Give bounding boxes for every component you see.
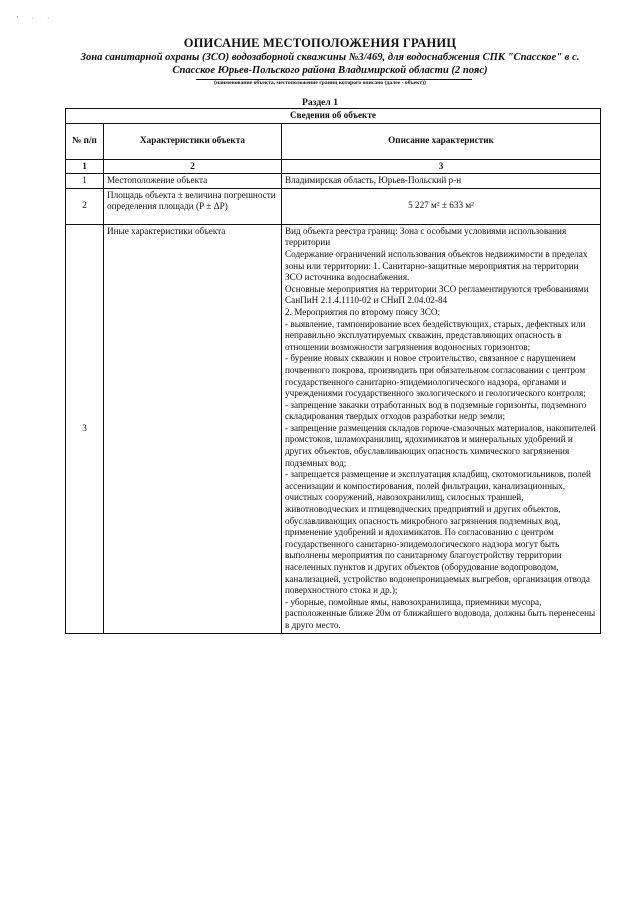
description-paragraph: - выявление, тампонирование всех бездействующих, старых, дефектных или неправильно эксплуатируемых скважин, представляющих опасность в отношении возможности загрязнения водоносных горизонтов; (285, 318, 586, 352)
object-caption: (наименование объекта, местоположение границ которого описано (далее - объект)) (214, 80, 426, 86)
description-paragraph: - запрещается размещение и эксплуатация кладбищ, скотомогильников, полей ассенизации и компостирования, полей фильтрации, канализационных, очистных сооружений, навозохранилищ, силосных траншей, животноводческих и птицеводческих предприятий и других объектов, обуславливающих опасность микробного загрязнения подземных вод, применение удобрений и ядохимикатов. По согласованию с центром государственного санитарно-эпидемологического надзора могут быть выполнены мероприятия по санитарному благоустройству территории населенных пунктов и других объектов (оборудование водопроводом, канализацией, устройство водонепроницаемых выгребов, организация отвода поверхностного стока и др.); (285, 469, 591, 596)
row-number: 1 (66, 174, 104, 189)
column-number-2: 2 (104, 159, 282, 174)
description-paragraph: - запрещение размещения складов горюче-смазочных материалов, накопителей промстоков, шламохранилищ, ядохимикатов и минеральных удобрений и других объектов, обуславливающих опасность химического загрязнения подземных вод; (285, 422, 596, 468)
column-number-3: 3 (282, 159, 601, 174)
description-paragraph: Вид объекта реестра границ: Зона с особыми условиями использования территории (285, 225, 567, 248)
row-number: 2 (66, 188, 104, 224)
object-info-table (65, 108, 601, 634)
header-description: Описание характеристик (282, 123, 601, 159)
document-title: ОПИСАНИЕ МЕСТОПОЛОЖЕНИЯ ГРАНИЦ (183, 36, 457, 50)
row-characteristic: Местоположение объекта (104, 174, 282, 189)
table-title: Сведения об объекте (66, 109, 601, 124)
row-characteristic: Иные характеристики объекта (104, 224, 282, 633)
header-characteristic: Характеристики объекта (104, 123, 282, 159)
row-characteristic: Площадь объекта ± величина погрешности определения площади (Р ± ΔР) (104, 188, 282, 224)
table-row (66, 174, 601, 189)
row-number: 3 (66, 224, 104, 633)
object-subtitle: Зона санитарной охраны (ЗСО) водозаборной скважины №3/469, для водоснабжения СПК "Спасское" в с. Спасское Юрьев-Польского района Владимирской области (2 пояс) (80, 52, 580, 76)
table-row (66, 224, 601, 633)
table-header-row (66, 123, 601, 159)
description-paragraph: Содержание ограничений использования объектов недвижимости в пределах зоны или территории: 1. Санитарно-защитные мероприятия на территории ЗСО источника водоснабжения. (285, 248, 588, 283)
row-description (282, 224, 601, 633)
table-row (66, 188, 601, 224)
column-number-row (66, 159, 601, 174)
row-description: Владимирская область, Юрьев-Польский р-н (282, 174, 601, 189)
description-paragraph: - уборные, помойные ямы, навозохранилища, приемники мусора, расположенные ближе 20м от ближайшего водовода, должны быть перенесены в друго место. (285, 596, 596, 630)
description-paragraph: - бурение новых скважин и новое строительство, связанное с нарушением почвенного покрова, производить при обязательном согласовании с центром государственного санитарно-эпидемиологического надзора, органами и учреждениями государственного экологического и геологического контроля; (285, 353, 586, 399)
header-number: № п/п (66, 123, 104, 159)
section-title: Раздел 1 (301, 97, 339, 108)
scan-specks: ' · · (17, 16, 56, 22)
description-paragraph: Основные мероприятия на территории ЗСО регламентируются требованиями СанПиН 2.1.4.1110-02 и СНиП 2.04.02-84 (285, 283, 589, 306)
column-number-1: 1 (66, 159, 104, 174)
description-paragraph: 2. Мероприятия по второму поясу ЗСО: (285, 306, 441, 317)
description-paragraph: - запрещение закачки отработанных вод в подземные горизонты, подземного складирования твердых отходов разработки недр земли; (285, 399, 587, 422)
row-description: 5 227 м² ± 633 м² (282, 188, 601, 224)
table-title-row (66, 109, 601, 124)
